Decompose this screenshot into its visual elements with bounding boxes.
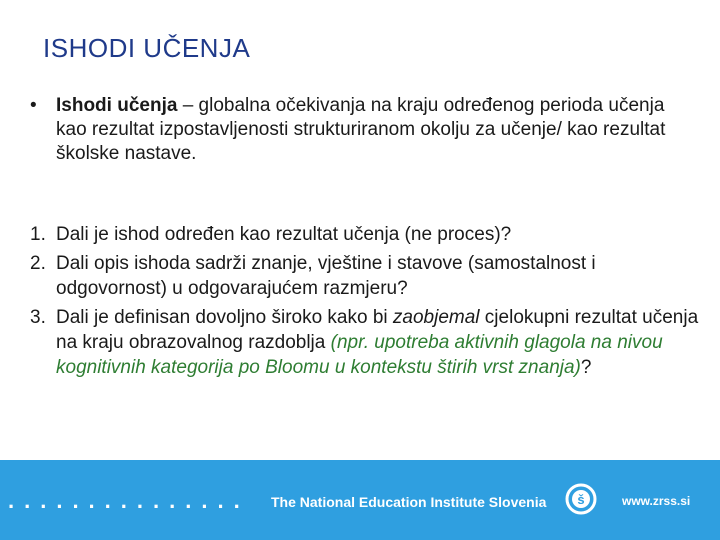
list-number: 2. xyxy=(30,253,46,274)
definition-term: Ishodi učenja xyxy=(56,95,178,116)
footer-institute-name: The National Education Institute Slovenia xyxy=(271,494,547,510)
definition-bullet xyxy=(30,94,700,166)
list-number: 3. xyxy=(30,307,46,328)
list-text-part: ? xyxy=(580,357,592,378)
list-text xyxy=(56,305,700,380)
definition-body: – globalna očekivanja na kraju određenog perioda učenja kao rezultat izpostavljenosti strukturiranom okolju za učenje/ kao rezultat školske nastave. xyxy=(56,95,666,164)
definition-text xyxy=(56,94,700,166)
footer-website-link[interactable]: www.zrss.si xyxy=(622,494,691,508)
zrss-logo-icon xyxy=(563,481,599,517)
list-item xyxy=(30,222,700,247)
list-item xyxy=(30,251,700,301)
bullet-marker: • xyxy=(30,95,37,116)
question-list xyxy=(30,222,700,384)
list-text-part: cjelokupni rezultat učenja na kraju obrazovalnog razdoblja xyxy=(56,307,699,353)
list-text: Dali je ishod određen kao rezultat učenja (ne proces)? xyxy=(56,224,512,245)
list-text-part: Dali je definisan dovoljno široko kako bi xyxy=(56,307,393,328)
page-title: ISHODI UČENJA xyxy=(43,33,251,63)
list-item xyxy=(30,305,700,380)
list-number: 1. xyxy=(30,224,46,245)
list-text: Dali opis ishoda sadrži znanje, vještine i stavove (samostalnost i odgovornost) u odgovarajućem razmjeru? xyxy=(56,253,596,299)
list-text-italic: zaobjemal xyxy=(392,307,480,328)
footer-dots: ............... xyxy=(8,488,250,513)
footer-bar xyxy=(0,460,720,540)
list-text-example: (npr. upotreba aktivnih glagola na nivou kognitivnih kategorija po Bloomu u kontekstu štirih vrst znanja) xyxy=(56,332,663,378)
svg-text:š: š xyxy=(577,492,585,507)
